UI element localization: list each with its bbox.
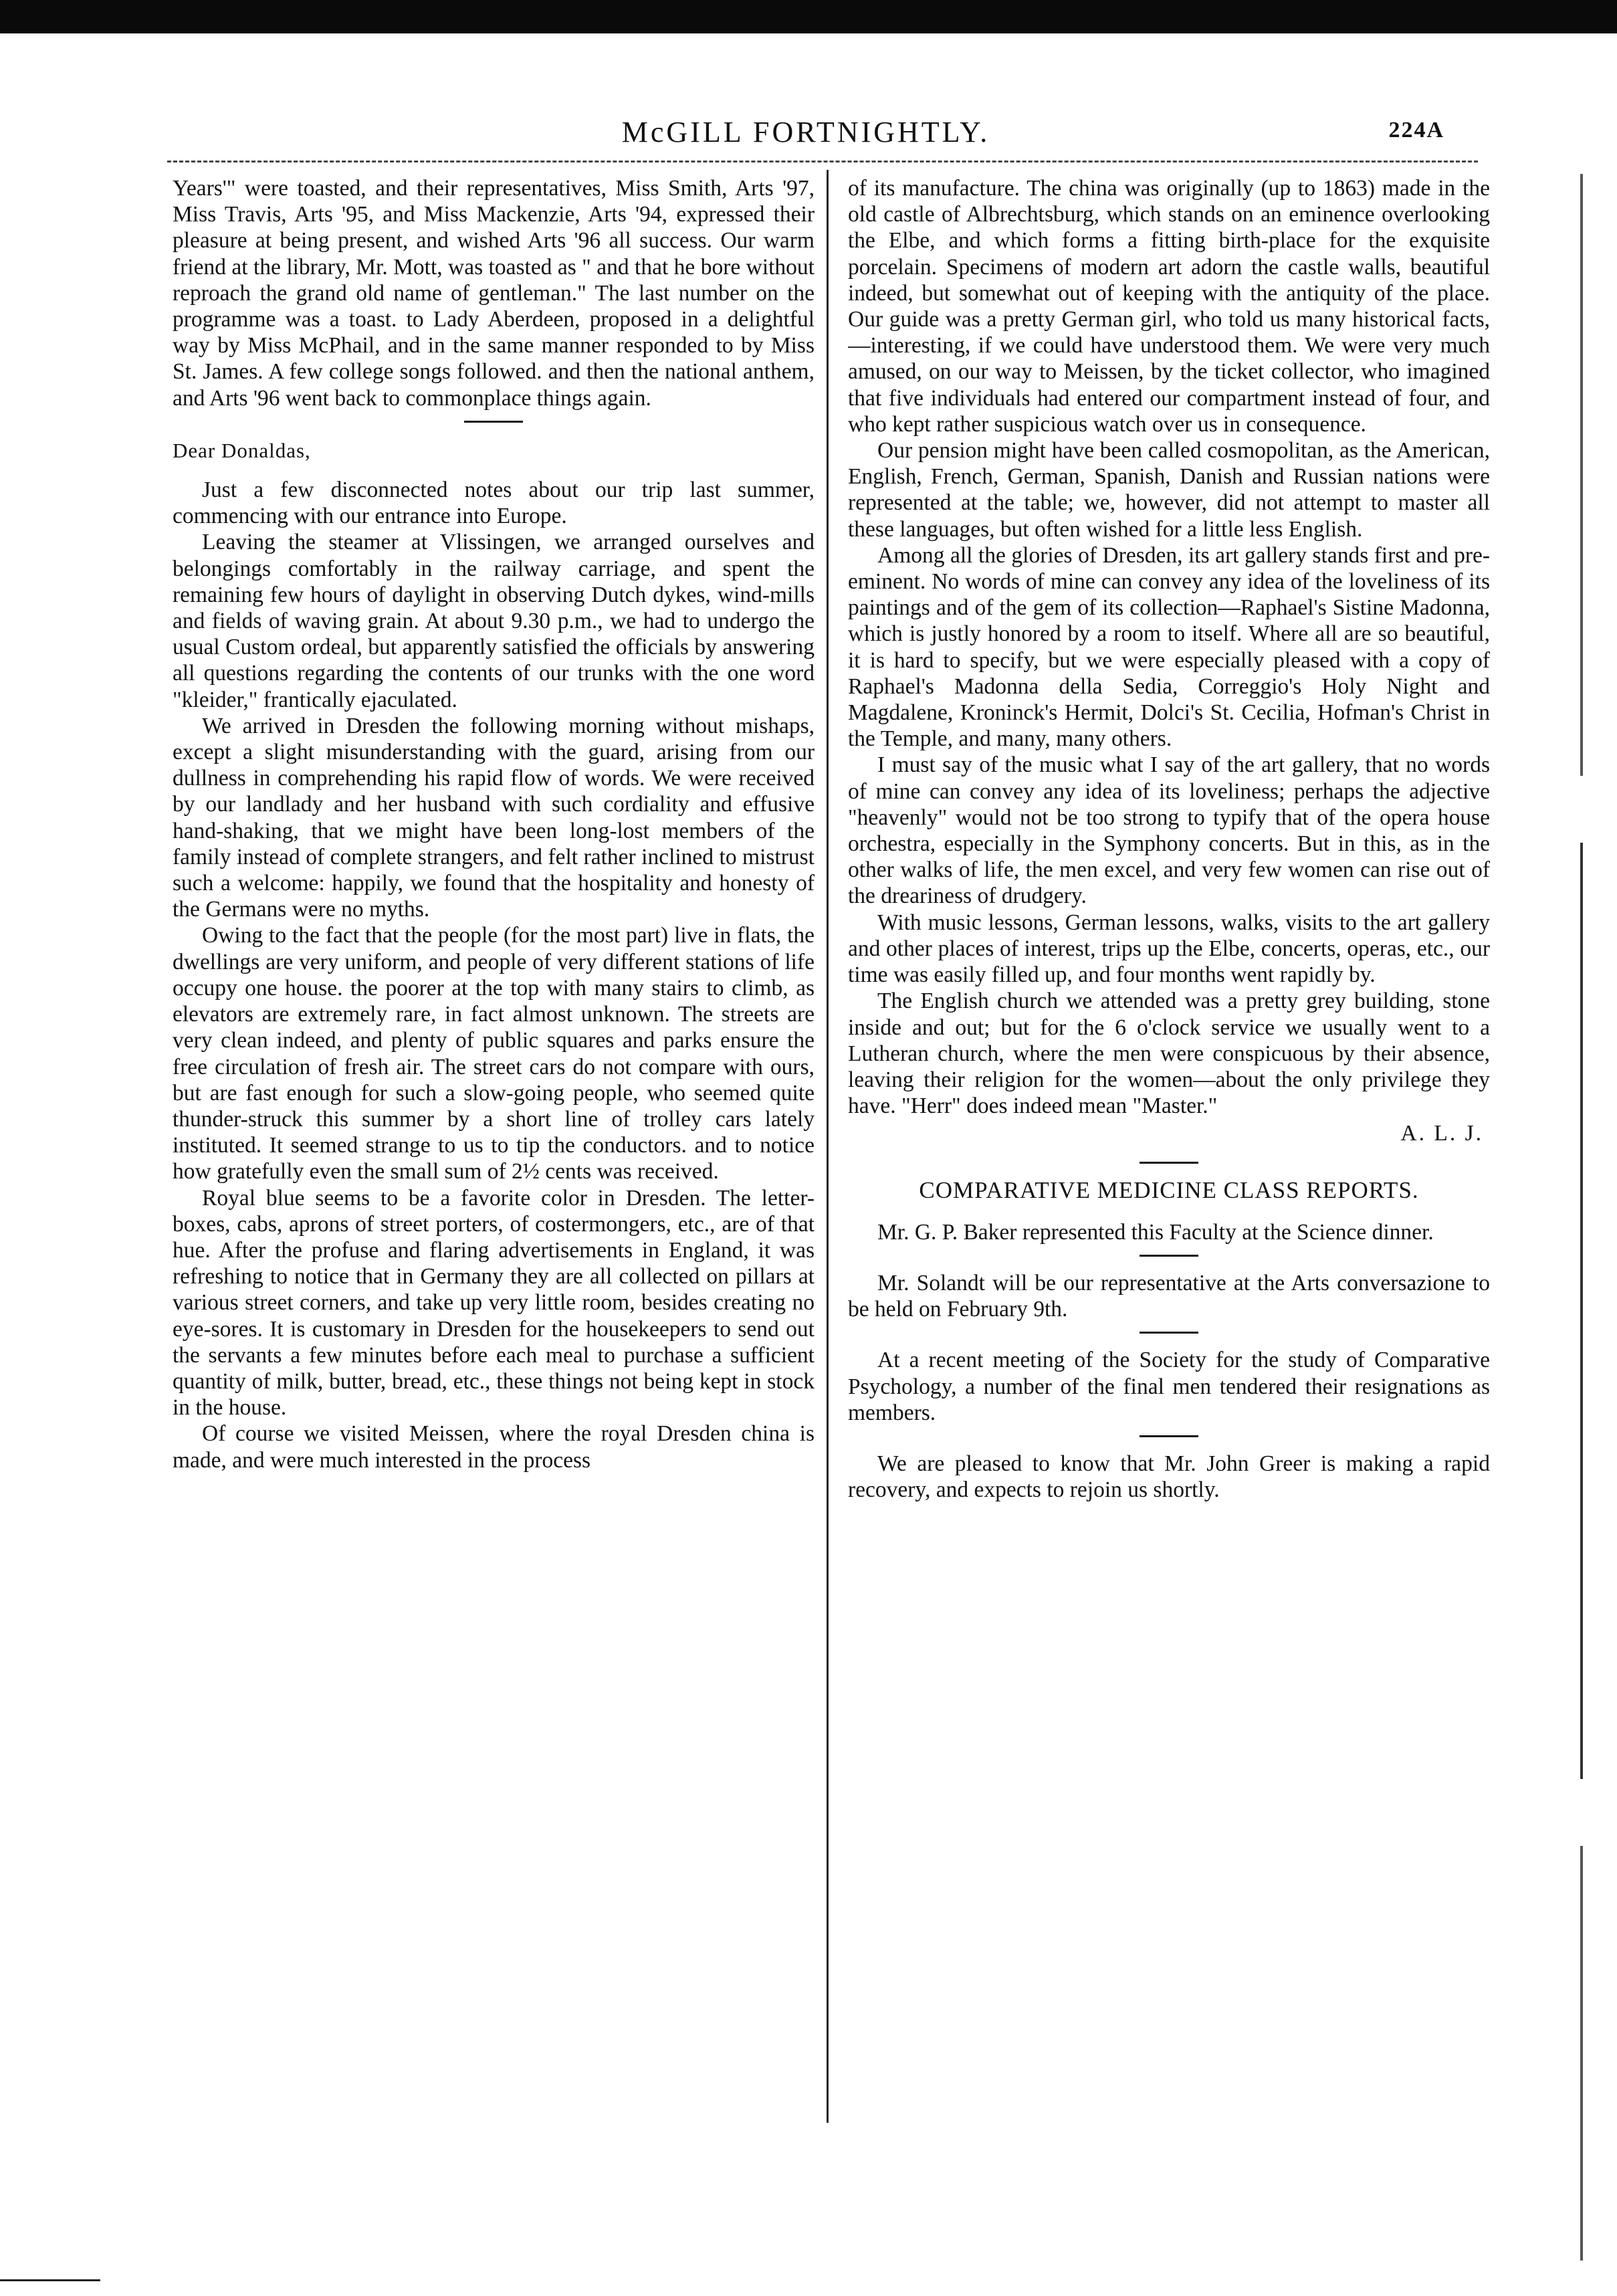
letter-paragraph: We arrived in Dresden the following morning without mishaps, except a slight misunderstanding with the guard, arising from our dullness in comprehending his rapid flow of words. We were received by our landlady and her husband with such cordiality and effusive hand-shaking, that we might have been long-lost members of the family instead of complete strangers, and felt rather inclined to mistrust such a welcome: happily, we found that the hospitality and honesty of the Germans were no myths. [173, 713, 815, 922]
separator-rule [1140, 1162, 1198, 1164]
letter-paragraph: Of course we visited Meissen, where the royal Dresden china is made, and were much interested in the process [173, 1421, 815, 1473]
scan-bottom-mark [0, 2279, 100, 2281]
intro-paragraph: Years'" were toasted, and their representatives, Miss Smith, Arts '97, Miss Travis, Arts '95, and Miss Mackenzie, Arts '94, expressed their pleasure at being present, and wished Arts '96 all success. Our warm friend at the library, Mr. Mott, was toasted as " and that he bore without reproach the grand old name of gentleman." The last number on the programme was a toast. to Lady Aberdeen, proposed in a delightful way by Miss McPhail, and in the same manner responded to by Miss St. James. A few college songs followed. and then the national anthem, and Arts '96 went back to commonplace things again. [173, 176, 815, 411]
letter-paragraph: Owing to the fact that the people (for the most part) live in flats, the dwellings are very uniform, and people of very different stations of life occupy one house. the poorer at the top with many stairs to climb, as elevators are extremely rare, in fact almost unknown. The streets are very clean indeed, and plenty of public squares and parks ensure the free circulation of fresh air. The street cars do not compare with ours, but are fast enough for such a slow-going people, who seemed quite thunder-struck this summer by a short line of trolley cars lately instituted. It seemed strange to us to tip the conductors. and to notice how gratefully even the small sum of 2½ cents was received. [173, 923, 815, 1184]
separator-rule [464, 421, 523, 423]
page-number: 224A [1388, 118, 1444, 142]
report-item: Mr. Solandt will be our representative at the Arts conversazione to be held on February 9th. [848, 1270, 1490, 1322]
letter-paragraph: Our pension might have been called cosmopolitan, as the American, English, French, German, Spanish, Danish and Russian nations were represented at the table; we, however, did not attempt to master all these languages, but often wished for a little less English. [848, 438, 1490, 542]
left-column [173, 175, 815, 2135]
letter-paragraph: Among all the glories of Dresden, its art gallery stands first and pre-eminent. No words of mine can convey any idea of the loveliness of its paintings and of the gem of its collection—Raphael's Sistine Madonna, which is justly honored by a room to itself. Where all are so beautiful, it is hard to specify, but we were especially pleased with a copy of Raphael's Madonna della Sedia, Correggio's Holy Night and Magdalene, Kroninck's Hermit, Dolci's St. Cecilia, Hofman's Christ in the Temple, and many, many others. [848, 542, 1490, 752]
separator-rule [1140, 1332, 1198, 1334]
column-divider [827, 170, 829, 2123]
letter-salutation: Dear Donaldas, [173, 438, 311, 462]
letter-paragraph: I must say of the music what I say of the art gallery, that no words of mine can convey any idea of its loveliness; perhaps the adjective "heavenly" would not be too strong to typify that of the opera house orchestra, especially in the Symphony concerts. But in this, as in the other walks of life, the men excel, and very few women can rise out of the dreariness of drudgery. [848, 752, 1490, 909]
letter-signature: A. L. J. [1400, 1121, 1483, 1146]
section-heading: COMPARATIVE MEDICINE CLASS REPORTS. [919, 1176, 1419, 1203]
right-column [848, 175, 1490, 2135]
report-item: We are pleased to know that Mr. John Greer is making a rapid recovery, and expects to rejoin us shortly. [848, 1451, 1490, 1503]
letter-paragraph: With music lessons, German lessons, walks, visits to the art gallery and other places of interest, trips up the Elbe, concerts, operas, etc., our time was easily filled up, and four months went rapidly by. [848, 910, 1490, 988]
publication-title: McGILL FORTNIGHTLY. [621, 116, 990, 148]
report-item: Mr. G. P. Baker represented this Faculty at the Science dinner. [877, 1219, 1434, 1245]
letter-paragraph: Just a few disconnected notes about our trip last summer, commencing with our entrance into Europe. [173, 478, 815, 529]
letter-paragraph: Leaving the steamer at Vlissingen, we arranged ourselves and belongings comfortably in the railway carriage, and spent the remaining few hours of daylight in observing Dutch dykes, wind-mills and fields of waving grain. At about 9.30 p.m., we had to undergo the usual Custom ordeal, but apparently satisfied the officials by answering all questions regarding the contents of our trunks with the one word "kleider," frantically ejaculated. [173, 530, 815, 712]
scan-edge-noise [1568, 174, 1595, 2267]
separator-rule [1140, 1435, 1198, 1437]
letter-paragraph: of its manufacture. The china was originally (up to 1863) made in the old castle of Albrechtsburg, which stands on an eminence overlooking the Elbe, and which forms a fitting birth-place for the exquisite porcelain. Specimens of modern art adorn the castle walls, beautiful indeed, but somewhat out of keeping with the antiquity of the place. Our guide was a pretty German girl, who told us many historical facts,—interesting, if we could have understood them. We were very much amused, on our way to Meissen, by the ticket collector, who imagined that five individuals had entered our compartment instead of four, and who kept rather suspicious watch over us in consequence. [848, 176, 1490, 437]
letter-paragraph: Royal blue seems to be a favorite color in Dresden. The letter-boxes, cabs, aprons of street porters, of costermongers, etc., are of that hue. After the profuse and flaring advertisements in England, it was refreshing to notice that in Germany they are all collected on pillars at various street corners, and take up very little room, besides creating no eye-sores. It is customary in Dresden for the housekeepers to send out the servants a few minutes before each meal to purchase a sufficient quantity of milk, butter, bread, etc., these things not being kept in stock in the house. [173, 1185, 815, 1421]
separator-rule [1140, 1255, 1198, 1257]
report-item: At a recent meeting of the Society for the study of Comparative Psychology, a number of the final men tendered their resignations as members. [848, 1348, 1490, 1425]
letter-paragraph: The English church we attended was a pretty grey building, stone inside and out; but for the 6 o'clock service we usually went to a Lutheran church, where the men were conspicuous by their absence, leaving their religion for the women—about the only privilege they have. "Herr" does indeed mean "Master." [848, 988, 1490, 1119]
page-header [167, 115, 1444, 155]
scan-top-border [0, 0, 1617, 33]
header-rule [167, 161, 1478, 163]
